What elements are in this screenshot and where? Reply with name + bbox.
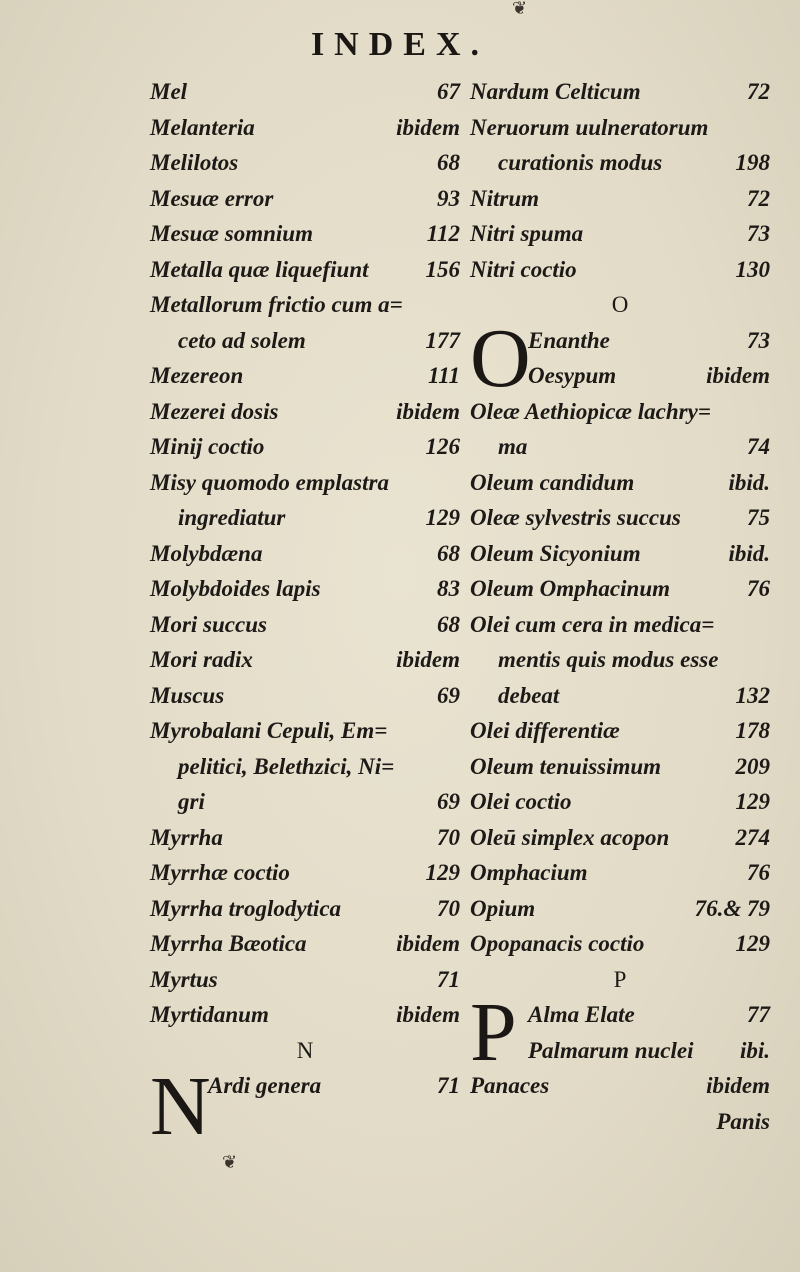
index-entry: Nitri coctio 130 — [470, 256, 770, 282]
index-entry: ceto ad solem 177 — [178, 327, 460, 353]
index-entry: mentis quis modus esse — [498, 647, 719, 672]
index-entry: Mezereon 111 — [150, 363, 460, 388]
index-entry: Enanthe 73 — [528, 327, 770, 353]
index-entry: Ardi genera 71 — [208, 1073, 460, 1098]
section-letter: O — [611, 292, 629, 317]
index-entry: curationis modus 198 — [498, 150, 770, 175]
index-entry: Opium 76.& 79 — [470, 895, 770, 921]
index-entry: Mesuæ somnium 112 — [150, 221, 460, 246]
index-entry: Palmarum nuclei ibi. — [528, 1037, 770, 1063]
index-entry: Panaces ibidem — [470, 1073, 770, 1098]
drop-capital: O — [470, 312, 531, 405]
index-entry: Myrrhæ coctio 129 — [150, 860, 460, 885]
index-entry: Mori radix ibidem — [150, 647, 460, 672]
index-entry: Olei differentiæ 178 — [470, 718, 770, 743]
index-entry: Metallorum frictio cum a= — [150, 292, 403, 317]
index-entry: Olei coctio 129 — [470, 789, 770, 814]
index-entry: Myrtidanum ibidem — [150, 1002, 460, 1027]
index-entry: Omphacium 76 — [470, 860, 770, 885]
index-entry: Mel 67 — [150, 79, 460, 104]
catchword: Panis — [716, 1108, 770, 1134]
index-entry: debeat 132 — [498, 682, 770, 708]
index-entry: Melanteria ibidem — [150, 114, 460, 140]
index-entry: Myrrha Bæotica ibidem — [150, 931, 460, 956]
index-entry: Misy quomodo emplastra — [150, 469, 389, 495]
index-entry: Oleæ sylvestris succus 75 — [470, 505, 770, 530]
index-entry: pelitici, Belethzici, Ni= — [178, 753, 395, 779]
index-entry: Myrrha 70 — [150, 824, 460, 850]
fleuron-ornament-icon: ❦ — [512, 0, 528, 18]
index-entry: Oleum tenuissimum 209 — [470, 753, 770, 779]
drop-capital: N — [150, 1060, 211, 1153]
index-entry: Oleum candidum ibid. — [470, 469, 770, 495]
index-entry: Olei cum cera in medica= — [470, 611, 715, 637]
index-entry: Minij coctio 126 — [150, 434, 460, 459]
index-entry: Mesuæ error 93 — [150, 185, 460, 211]
index-entry: Metalla quæ liquefiunt 156 — [150, 256, 460, 282]
index-entry: Nardum Celticum 72 — [470, 79, 770, 104]
page-header: INDEX. — [310, 26, 490, 63]
index-column-left — [150, 74, 460, 1153]
index-entry: gri 69 — [178, 789, 460, 814]
index-entry: ingrediatur 129 — [178, 505, 460, 530]
index-entry: Myrobalani Cepuli, Em= — [150, 718, 388, 743]
section-letter: P — [613, 966, 627, 992]
index-entry: Myrrha troglodytica 70 — [150, 895, 460, 921]
index-entry: Molybdoides lapis 83 — [150, 576, 460, 601]
index-entry: Neruorum uulneratorum — [470, 114, 709, 140]
index-entry: Mezerei dosis ibidem — [150, 398, 460, 424]
index-entry: Mori succus 68 — [150, 611, 460, 637]
index-entry: Nitrum 72 — [470, 185, 770, 211]
index-entry: Oleæ Aethiopicæ lachry= — [470, 398, 711, 424]
index-entry: Myrtus 71 — [150, 966, 460, 992]
drop-capital: P — [470, 986, 517, 1079]
index-entry: Oleum Omphacinum 76 — [470, 576, 770, 601]
index-entry: Molybdæna 68 — [150, 540, 460, 566]
index-entry: Oesypum ibidem — [528, 363, 770, 388]
index-entry: Opopanacis coctio 129 — [470, 931, 770, 956]
index-entry: Melilotos 68 — [150, 150, 460, 175]
index-column-right — [470, 74, 770, 1139]
index-entry: ma 74 — [498, 434, 770, 459]
index-entry: Oleū simplex acopon 274 — [470, 824, 770, 850]
section-letter: N — [296, 1037, 314, 1063]
fleuron-ornament-icon: ❦ — [222, 1152, 238, 1172]
index-entry: Alma Elate 77 — [528, 1002, 770, 1027]
index-entry: Muscus 69 — [150, 682, 460, 708]
index-entry: Oleum Sicyonium ibid. — [470, 540, 770, 566]
index-entry: Nitri spuma 73 — [470, 221, 770, 246]
